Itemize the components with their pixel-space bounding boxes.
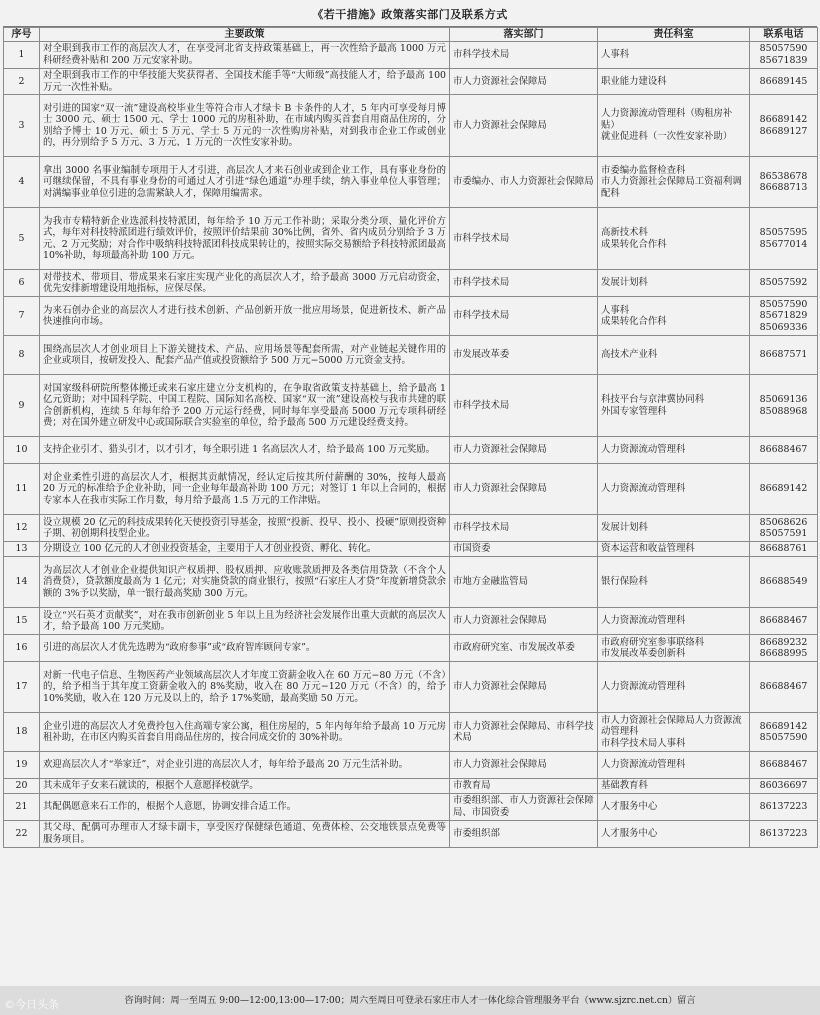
phone-number: 86137223: [759, 827, 808, 839]
row-number: 18: [4, 713, 40, 752]
responsible-department: 市政府研究室、市发展改革委: [450, 635, 598, 662]
policy-table: [3, 27, 818, 848]
responsible-department: 市人力资源社会保障局、市科学技术局: [450, 713, 598, 752]
policy-text: 对全职到我市工作的高层次人才，在享受河北省支持政策基础上，再一次性给予最高 1000 万元科研经费补贴和 200 万元安家补助。: [40, 42, 450, 69]
responsible-office: 人力资源流动管理科: [598, 437, 750, 464]
policy-text: 为高层次人才创业企业提供知识产权质押、股权质押、应收账款质押及各类信用贷款（不含个人消费贷），贷款额度最高为 1 亿元；对实施贷款的商业银行，按照“石家庄人才贷”年度新增贷款余额的 3%予以奖励，单一银行最高奖励 300 万元。: [40, 557, 450, 608]
responsible-office: 高新技术科 成果转化合作科: [598, 208, 750, 270]
contact-phones: [750, 820, 818, 847]
table-row: [4, 662, 818, 713]
responsible-office: 市人力资源社会保障局人力资源流动管理科 市科学技术局人事科: [598, 713, 750, 752]
table-row: [4, 608, 818, 635]
row-number: 22: [4, 820, 40, 847]
responsible-department: 市委编办、市人力资源社会保障局: [450, 157, 598, 208]
responsible-office: 高技术产业科: [598, 336, 750, 375]
table-row: [4, 375, 818, 437]
phone-number: 86689232: [759, 636, 808, 648]
row-number: 17: [4, 662, 40, 713]
table-row: [4, 69, 818, 95]
row-number: 15: [4, 608, 40, 635]
contact-phones: [750, 635, 818, 662]
row-number: 12: [4, 515, 40, 542]
responsible-office: 人力资源流动管理科: [598, 752, 750, 779]
responsible-office: 职业能力建设科: [598, 69, 750, 95]
contact-phones: [750, 437, 818, 464]
responsible-office: 科技平台与京津冀协同科 外国专家管理科: [598, 375, 750, 437]
contact-phones: [750, 42, 818, 69]
row-number: 13: [4, 542, 40, 557]
responsible-department: 市科学技术局: [450, 515, 598, 542]
responsible-department: 市国资委: [450, 542, 598, 557]
responsible-office: 基础教育科: [598, 779, 750, 794]
contact-phones: [750, 608, 818, 635]
contact-phones: [750, 515, 818, 542]
policy-text: 对国家级科研院所整体搬迁或来石家庄建立分支机构的，在争取省政策支持基础上，给予最高 1 亿元资助；对中国科学院、中国工程院、国际知名高校、国家“双一流”建设高校与我市共建的联合创新机构，连续 5 年每年给予 200 万元运行经费，同时每年享受最高 5000 万元专项科研经费；对在国外建立研发中心或国际联合实验室的单位，给予最高 500 万元建设经费支持。: [40, 375, 450, 437]
phone-number: 86688761: [759, 543, 808, 555]
phone-number: 85057590: [759, 43, 808, 55]
responsible-office: 人才服务中心: [598, 820, 750, 847]
responsible-department: 市发展改革委: [450, 336, 598, 375]
contact-phones: [750, 713, 818, 752]
responsible-department: 市人力资源社会保障局: [450, 437, 598, 464]
policy-text: 围绕高层次人才创业项目上下游关键技术、产品、应用场景等配套所需，对产业链起关键作用的企业或项目，按研发投入、配套产品产值或投资额给予 500 万元−5000 万元资金支持。: [40, 336, 450, 375]
responsible-office: 发展计划科: [598, 270, 750, 297]
responsible-department: 市人力资源社会保障局: [450, 69, 598, 95]
policy-text: 设立规模 20 亿元的科技成果转化天使投资引导基金，按照“投新、投早、投小、投硬”原则投资种子期、初创期科技型企业。: [40, 515, 450, 542]
phone-number: 85057591: [759, 528, 808, 540]
responsible-department: 市科学技术局: [450, 42, 598, 69]
policy-text: 为来石创办企业的高层次人才进行技术创新、产品创新开放一批应用场景，促进新技术、新产品快速推向市场。: [40, 297, 450, 336]
row-number: 9: [4, 375, 40, 437]
phone-number: 86036697: [759, 780, 808, 792]
contact-phones: [750, 297, 818, 336]
contact-phones: [750, 157, 818, 208]
row-number: 6: [4, 270, 40, 297]
table-row: [4, 42, 818, 69]
document-title: 《若干措施》政策落实部门及联系方式: [3, 4, 817, 27]
responsible-office: 人事科: [598, 42, 750, 69]
responsible-office: 银行保险科: [598, 557, 750, 608]
responsible-department: 市人力资源社会保障局: [450, 752, 598, 779]
phone-number: 86689145: [759, 75, 808, 87]
policy-text: 对引进的国家“双一流”建设高校毕业生等符合市人才绿卡 B 卡条件的人才，5 年内可享受每月博士 3000 元、硕士 1500 元、学士 1000 元的房租补助，在市域内购买首套自用商品住房的，分别给予博士 10 万元、硕士 5 万元、学士 5 万元的一次性购房补贴，对到我市企业工作或创业的，再分别给予 5 万元、3 万元、1 万元的一次性安家补助。: [40, 95, 450, 157]
table-row: [4, 713, 818, 752]
phone-number: 86538678: [759, 170, 808, 182]
contact-phones: [750, 557, 818, 608]
row-number: 19: [4, 752, 40, 779]
table-row: [4, 208, 818, 270]
responsible-office: 人事科 成果转化合作科: [598, 297, 750, 336]
row-number: 16: [4, 635, 40, 662]
table-body: [4, 42, 818, 848]
phone-number: 86688467: [759, 444, 808, 456]
responsible-department: 市委组织部: [450, 820, 598, 847]
policy-text: 设立“兴石英才贡献奖”，对在我市创新创业 5 年以上且为经济社会发展作出重大贡献的高层次人才，给予最高 100 万元奖励。: [40, 608, 450, 635]
table-row: [4, 779, 818, 794]
table-row: [4, 297, 818, 336]
policy-text: 为我市专精特新企业选派科技特派团，每年给予 10 万元工作补助；采取分类分项、量化评价方式，每年对科技特派团进行绩效评价，按照评价结果前 30%比例，省外、省内成员分别给予 3 万元、2 万元奖励；对合作中吸纳科技特派团科技成果转让的，按照实际交易额给予科技特派团最高 10%补助，每项最高补助 100 万元。: [40, 208, 450, 270]
contact-phones: [750, 752, 818, 779]
contact-phones: [750, 336, 818, 375]
phone-number: 85068626: [759, 516, 808, 528]
contact-phones: [750, 779, 818, 794]
phone-number: 85069336: [759, 321, 808, 333]
table-row: [4, 464, 818, 515]
responsible-office: 发展计划科: [598, 515, 750, 542]
phone-number: 85671829: [759, 310, 808, 322]
contact-phones: [750, 375, 818, 437]
phone-number: 85057595: [759, 227, 808, 239]
phone-number: 86688995: [759, 648, 808, 660]
row-number: 3: [4, 95, 40, 157]
responsible-department: 市委组织部、市人力资源社会保障局、市国资委: [450, 793, 598, 820]
contact-phones: [750, 662, 818, 713]
phone-number: 85677014: [759, 238, 808, 250]
phone-number: 86688467: [759, 615, 808, 627]
responsible-department: 市科学技术局: [450, 208, 598, 270]
policy-text: 对全职到我市工作的中华技能大奖获得者、全国技术能手等“大师级”高技能人才，给予最高 100 万元一次性补贴。: [40, 69, 450, 95]
responsible-department: 市人力资源社会保障局: [450, 608, 598, 635]
table-row: [4, 515, 818, 542]
row-number: 11: [4, 464, 40, 515]
row-number: 4: [4, 157, 40, 208]
responsible-office: 市委编办监督检查科 市人力资源社会保障局工资福利调配科: [598, 157, 750, 208]
policy-text: 拿出 3000 名事业编制专项用于人才引进，高层次人才来石创业或到企业工作，具有事业身份的可继续保留，不具有事业身份的可通过人才引进“绿色通道”办理手续，纳入事业单位人事管理；对满编事业单位引进的急需紧缺人才，保障用编需求。: [40, 157, 450, 208]
responsible-office: 人力资源流动管理科: [598, 608, 750, 635]
phone-number: 86689127: [759, 125, 808, 137]
phone-number: 85671839: [759, 55, 808, 66]
phone-number: 86137223: [759, 800, 808, 812]
row-number: 14: [4, 557, 40, 608]
contact-phones: [750, 542, 818, 557]
policy-text: 企业引进的高层次人才免费拎包入住高端专家公寓，租住房屋的，5 年内每年给予最高 10 万元房租补助，在市区内购买首套自用商品住房的，按合同成交价的 30%补助。: [40, 713, 450, 752]
row-number: 1: [4, 42, 40, 69]
responsible-office: 人才服务中心: [598, 793, 750, 820]
row-number: 5: [4, 208, 40, 270]
row-number: 8: [4, 336, 40, 375]
header-policy: 主要政策: [40, 28, 450, 42]
phone-number: 85069136: [759, 394, 808, 406]
row-number: 10: [4, 437, 40, 464]
contact-phones: [750, 95, 818, 157]
contact-phones: [750, 464, 818, 515]
phone-number: 86689142: [759, 114, 808, 126]
table-row: [4, 157, 818, 208]
row-number: 21: [4, 793, 40, 820]
responsible-department: 市人力资源社会保障局: [450, 95, 598, 157]
policy-text: 对带技术、带项目、带成果来石家庄实现产业化的高层次人才，给予最高 3000 万元启动资金，优先安排新增建设用地指标，应保尽保。: [40, 270, 450, 297]
header-office: 责任科室: [598, 28, 750, 42]
contact-phones: [750, 69, 818, 95]
phone-number: 86687571: [759, 349, 808, 361]
header-phone: 联系电话: [750, 28, 818, 42]
row-number: 2: [4, 69, 40, 95]
responsible-office: 人力资源流动管理科: [598, 662, 750, 713]
policy-text: 对企业柔性引进的高层次人才，根据其贡献情况，经认定后按其所付薪酬的 30%，按每人最高 20 万元的标准给予企业补助，同一企业每年最高补助 100 万元；对签订 1 年以上合同的，根据专家本人在我市实际工作月数，每月给予最高 1.5 万元的工作津贴。: [40, 464, 450, 515]
policy-text: 其配偶愿意来石工作的，根据个人意愿，协调安排合适工作。: [40, 793, 450, 820]
responsible-department: 市地方金融监管局: [450, 557, 598, 608]
responsible-department: 市教育局: [450, 779, 598, 794]
phone-number: 85088968: [759, 405, 808, 417]
phone-number: 85057590: [759, 298, 808, 310]
responsible-department: 市科学技术局: [450, 297, 598, 336]
responsible-department: 市人力资源社会保障局: [450, 662, 598, 713]
table-row: [4, 437, 818, 464]
responsible-department: 市人力资源社会保障局: [450, 464, 598, 515]
contact-phones: [750, 270, 818, 297]
row-number: 20: [4, 779, 40, 794]
table-row: [4, 95, 818, 157]
header-dept: 落实部门: [450, 28, 598, 42]
row-number: 7: [4, 297, 40, 336]
policy-text: 分期设立 100 亿元的人才创业投资基金，主要用于人才创业投资、孵化、转化。: [40, 542, 450, 557]
phone-number: 86688713: [759, 182, 808, 194]
phone-number: 86689142: [759, 720, 808, 732]
responsible-department: 市科学技术局: [450, 270, 598, 297]
table-row: [4, 557, 818, 608]
table-row: [4, 752, 818, 779]
phone-number: 86688467: [759, 681, 808, 693]
phone-number: 85057592: [759, 277, 808, 289]
policy-text: 其父母、配偶可办理市人才绿卡副卡，享受医疗保健绿色通道、免费体检、公交地铁景点免费等服务项目。: [40, 820, 450, 847]
contact-phones: [750, 793, 818, 820]
table-row: [4, 542, 818, 557]
policy-text: 其未成年子女来石就读的，根据个人意愿择校就学。: [40, 779, 450, 794]
header-no: 序号: [4, 28, 40, 42]
contact-phones: [750, 208, 818, 270]
responsible-office: 资本运营和收益管理科: [598, 542, 750, 557]
phone-number: 86688549: [759, 576, 808, 588]
table-header-row: [4, 28, 818, 42]
responsible-office: 人力资源流动管理科: [598, 464, 750, 515]
table-row: [4, 270, 818, 297]
table-row: [4, 793, 818, 820]
policy-text: 对新一代电子信息、生物医药产业领域高层次人才年度工资薪金收入在 60 万元−80 万元（不含）的，给予相当于其年度工资薪金收入的 8%奖励，收入在 80 万元−120 万元（不含）的，给予 10%奖励，收入在 120 万元及以上的，给予 17%奖励，最高奖励 50 万元。: [40, 662, 450, 713]
watermark: ©今日头条: [4, 998, 59, 1011]
policy-text: 欢迎高层次人才“举家迁”，对企业引进的高层次人才，每年给予最高 20 万元生活补助。: [40, 752, 450, 779]
responsible-office: 人力资源流动管理科（购租房补贴） 就业促进科（一次性安家补助）: [598, 95, 750, 157]
phone-number: 85057590: [759, 732, 808, 744]
responsible-office: 市政府研究室参事联络科 市发展改革委创新科: [598, 635, 750, 662]
policy-text: 引进的高层次人才优先选聘为“政府参事”或“政府智库顾问专家”。: [40, 635, 450, 662]
phone-number: 86688467: [759, 759, 808, 771]
table-row: [4, 336, 818, 375]
footer-consult-info: 咨询时间：周一至周五 9:00—12:00,13:00—17:00；周六至周日可登录石家庄市人才一体化综合管理服务平台（www.sjzrc.net.cn）留言: [0, 986, 820, 1015]
responsible-department: 市科学技术局: [450, 375, 598, 437]
policy-text: 支持企业引才、猎头引才，以才引才，每全职引进 1 名高层次人才，给予最高 100 万元奖励。: [40, 437, 450, 464]
phone-number: 86689142: [759, 483, 808, 495]
table-row: [4, 820, 818, 847]
table-row: [4, 635, 818, 662]
